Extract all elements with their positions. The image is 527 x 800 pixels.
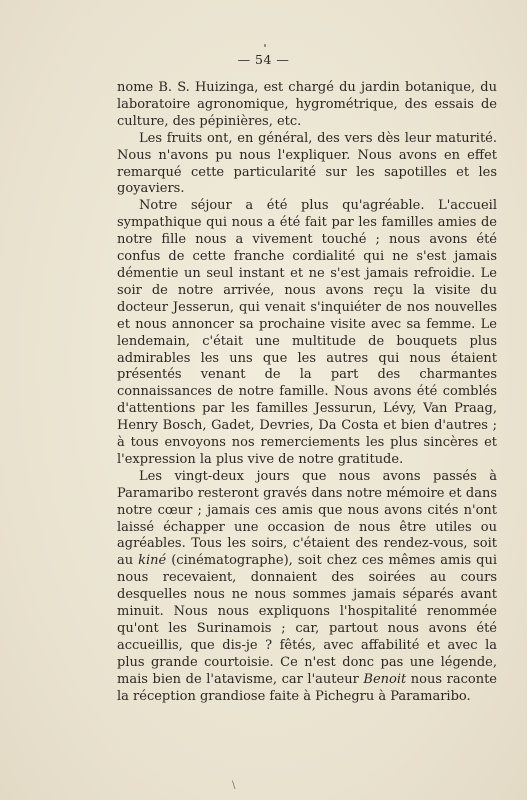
text-segment: nous raconte la réception grandiose faite à Pichegru à Paramaribo. [117, 671, 497, 704]
italic-word-benoit: Benoit [363, 671, 407, 687]
body-text [117, 80, 497, 706]
paragraph-sejour: Notre séjour a été plus qu'agréable. L'accueil sympathique qui nous a été fait par les familles amies de notre fille nous a vivement touché ; nous avons été confus de cette franche cordialité qui ne s'est jamais démentie un seul instant et ne s'est jamais refroidie. Le soir de notre arrivée, nous avons reçu la visite du docteur Jesserun, qui venait s'inquiéter de nos nouvelles et nous annoncer sa prochaine visite avec sa femme. Le lendemain, c'était une multitude de bouquets plus admirables les uns que les autres qui nous étaient présentés venant de la part des charmantes connaissances de notre famille. Nous avons été comblés d'attentions par les familles Jessurun, Lévy, Van Praag, Henry Bosch, Gadet, Devries, Da Costa et bien d'autres ; à tous envoyons nos remerciements les plus sincères et l'expression la plus vive de notre gratitude. [117, 198, 497, 467]
text-segment: (cinématographe), soit chez ces mêmes amis qui nous recevaient, donnaient des soirées au cours desquelles nous ne nous sommes jamais séparés avant minuit. Nous nous expliquons l'hospitalité renommée qu'ont les Surinamois ; car, partout nous avons été accueillis, que dis-je ? fêtés, avec affabilité et avec la plus grande courtoisie. Ce n'est donc pas une légende, mais bien de l'atavisme, car l'auteur [117, 553, 497, 687]
paragraph-fruits: Les fruits ont, en général, des vers dès leur maturité. Nous n'avons pu nous l'expliquer. Nous avons en effet remarqué cette particularité sur les sapotilles et les goyaviers. [117, 130, 497, 197]
italic-word-kine: kiné [138, 553, 167, 569]
text-segment: Les vingt-deux jours que nous avons passés à Paramaribo resteront gravés dans notre mémoire et dans notre cœur ; jamais ces amis que nous avons cités n'ont laissé échapper une occasion de nous être utiles ou agréables. Tous les soirs, c'étaient des rendez-vous, soit au [117, 468, 497, 569]
bottom-mark: \ [232, 780, 236, 791]
paragraph-continued: nome B. S. Huizinga, est chargé du jardin botanique, du laboratoire agronomique, hygrométrique, des essais de culture, des pépinières, etc. [117, 80, 497, 129]
ink-speck [264, 44, 266, 47]
page-number: — 54 — [237, 52, 290, 67]
paragraph-vingt-deux-jours [117, 469, 497, 706]
